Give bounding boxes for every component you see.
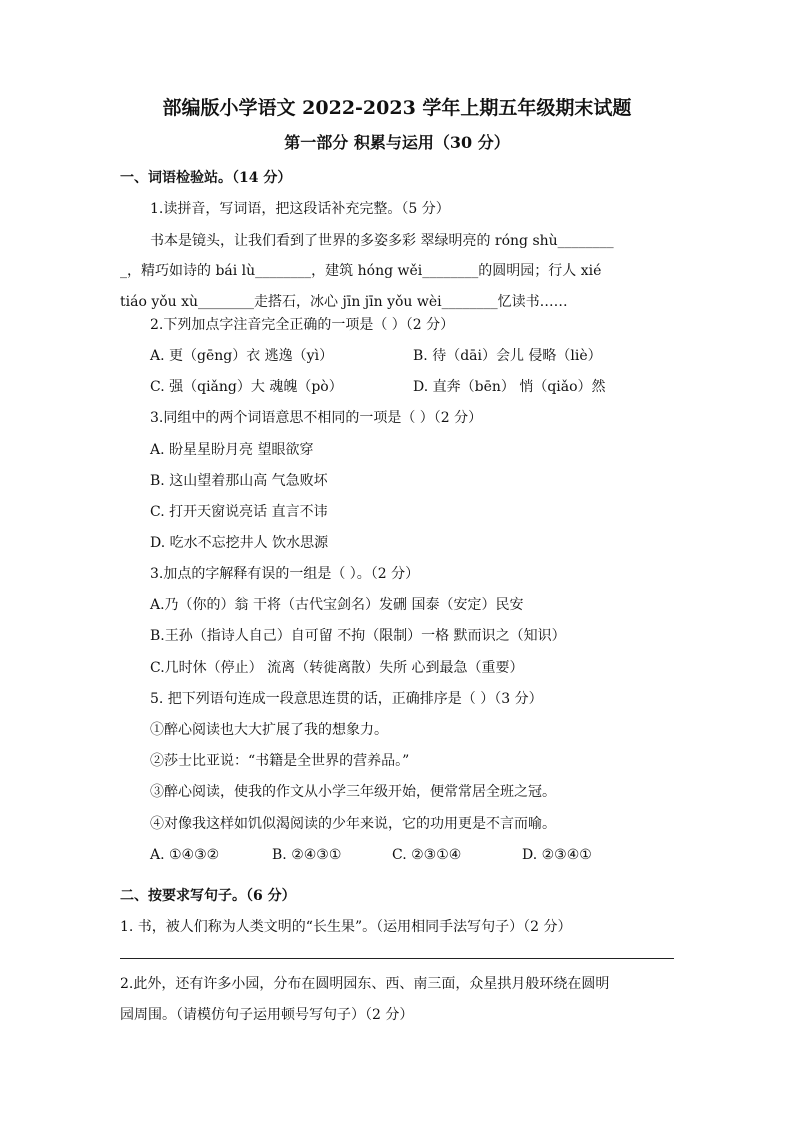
section-heading-sentences: 二、按要求写句子。（6 分） <box>120 888 296 904</box>
section2-question-2-line-2: 园周围。（请模仿句子运用顿号写句子）（2 分） <box>120 1007 414 1023</box>
question-1-passage-line-3: tiáo yǒu xù________走搭石，冰心 jīn jīn yǒu wèi________忆读书…… <box>120 294 568 310</box>
question-2-option-a: A. 更（gēng）衣 逃逸（yì） <box>150 348 334 364</box>
question-1-prompt: 1.读拼音，写词语，把这段话补充完整。（5 分） <box>150 201 450 217</box>
question-2-option-c: C. 强（qiǎng）大 魂魄（pò） <box>150 379 343 395</box>
question-2-option-b: B. 待（dāi）会儿 侵略（liè） <box>413 348 602 364</box>
answer-line <box>120 958 674 959</box>
question-5-sentence-1: ①醉心阅读也大大扩展了我的想象力。 <box>150 722 388 738</box>
question-5-sentence-4: ④对像我这样如饥似渴阅读的少年来说，它的功用更是不言而喻。 <box>150 816 556 832</box>
question-2-option-d: D. 直奔（bēn） 悄（qiǎo）然 <box>413 379 606 395</box>
question-5-option-d: D. ②③④① <box>522 847 592 863</box>
question-3-option-b: B. 这山望着那山高 气急败坏 <box>150 473 328 489</box>
part-subtitle: 第一部分 积累与运用（30 分） <box>284 133 510 152</box>
question-3-option-a: A. 盼星星盼月亮 望眼欲穿 <box>150 442 314 458</box>
question-4-option-b: B.王孙（指诗人自己）自可留 不拘（限制）一格 默而识之（知识） <box>150 628 566 644</box>
question-2-prompt: 2.下列加点字注音完全正确的一项是（ ）（2 分） <box>150 317 455 333</box>
question-4-option-c: C.几时休（停止） 流离（转徙离散）失所 心到最急（重要） <box>150 660 524 676</box>
question-5-sentence-3: ③醉心阅读，使我的作文从小学三年级开始，便常常居全班之冠。 <box>150 784 556 800</box>
question-1-passage-line-2: _，精巧如诗的 bái lù________，建筑 hóng wěi________的圆明园；行人 xié <box>120 263 602 279</box>
question-5-option-b: B. ②④③① <box>272 847 342 863</box>
question-4-option-a: A.乃（你的）翁 干将（古代宝剑名）发硎 国泰（安定）民安 <box>150 597 524 613</box>
section2-question-1: 1. 书，被人们称为人类文明的“长生果”。（运用相同手法写句子）（2 分） <box>120 919 572 935</box>
question-3-option-c: C. 打开天窗说亮话 直言不讳 <box>150 504 328 520</box>
question-3-option-d: D. 吃水不忘挖井人 饮水思源 <box>150 535 329 551</box>
question-4-prompt: 3.加点的字解释有误的一组是（ ）。（2 分） <box>150 566 420 582</box>
section-heading-vocab: 一、词语检验站。（14 分） <box>120 170 292 186</box>
question-3-prompt: 3.同组中的两个词语意思不相同的一项是（ ）（2 分） <box>150 410 483 426</box>
question-5-sentence-2: ②莎士比亚说：“书籍是全世界的营养品。” <box>150 753 410 769</box>
exam-title: 部编版小学语文 2022-2023 学年上期五年级期末试题 <box>162 97 632 119</box>
question-5-option-a: A. ①④③② <box>150 847 220 863</box>
question-1-passage-line-1: 书本是镜头，让我们看到了世界的多姿多彩 翠绿明亮的 róng shù________ <box>150 233 614 249</box>
question-5-prompt: 5. 把下列语句连成一段意思连贯的话，正确排序是（ ）（3 分） <box>150 691 543 707</box>
section2-question-2-line-1: 2.此外，还有许多小园，分布在圆明园东、西、南三面，众星拱月般环绕在圆明 <box>120 976 610 992</box>
question-5-option-c: C. ②③①④ <box>392 847 462 863</box>
